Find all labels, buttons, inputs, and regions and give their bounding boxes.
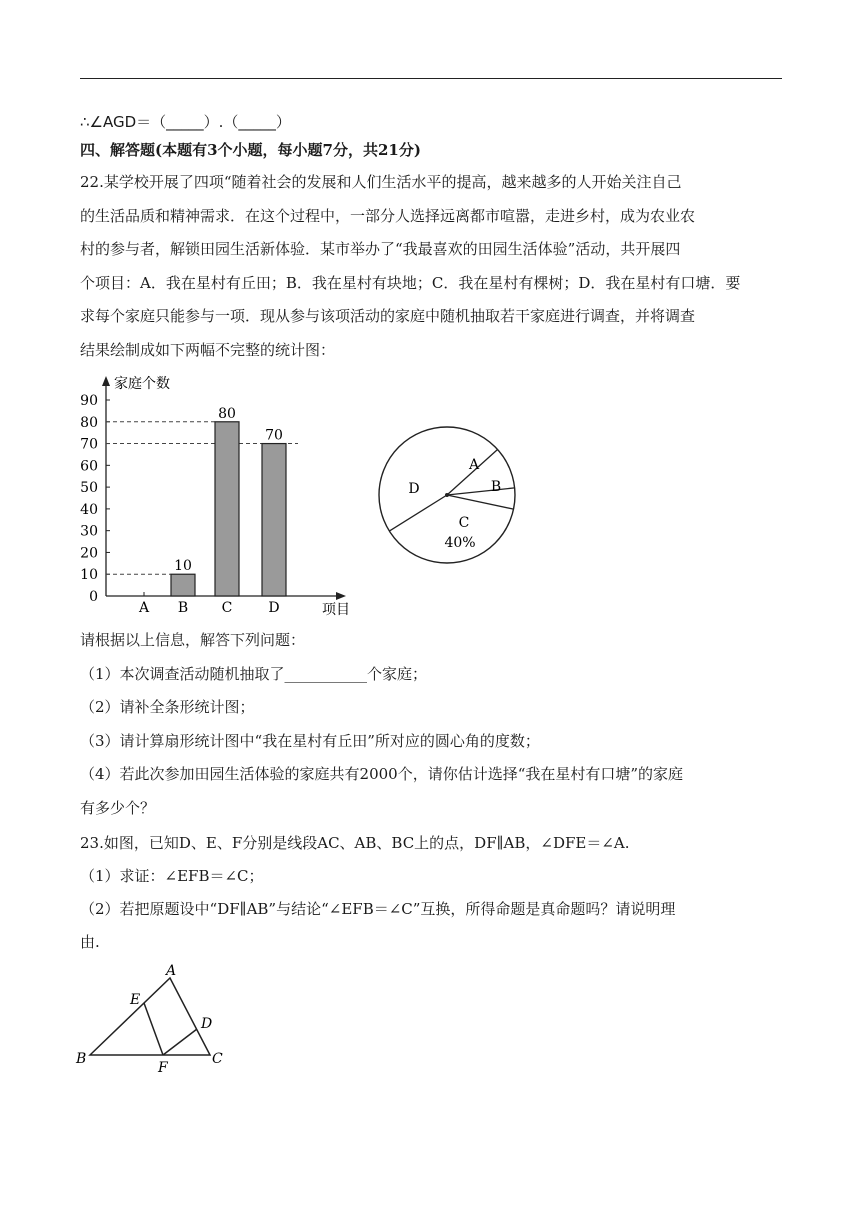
y-tick-label: 60 xyxy=(80,458,98,475)
q23-line-2: （1）求证：∠EFB＝∠C； xyxy=(80,867,264,885)
bar-value-label: 10 xyxy=(174,558,192,575)
label-b: B xyxy=(76,1051,87,1067)
q22-sub-line-4: （3）请计算扇形统计图中“我在星村有丘田”所对应的圆心角的度数； xyxy=(80,731,540,750)
bar-value-label: 70 xyxy=(265,427,283,444)
category-label: A xyxy=(138,600,150,616)
y-tick-label: 20 xyxy=(80,545,98,562)
q23-line-3: （2）若把原题设中“DF∥AB”与结论“∠EFB＝∠C”互换，所得命题是真命题吗？请说明理 xyxy=(80,900,676,918)
pie-label-c: C xyxy=(458,515,470,531)
bar-b xyxy=(171,574,195,596)
triangle-figure xyxy=(70,960,240,1080)
segment-fd xyxy=(163,1029,197,1055)
triangle-abc xyxy=(90,978,213,1055)
q22-line-2: 的生活品质和精神需求．在这个过程中，一部分人选择远离都市喧嚣，走进乡村，成为农业农 xyxy=(80,206,696,225)
answer-line: ∴∠AGD＝（_____）.（_____） xyxy=(80,113,291,131)
q22-line-4: 个项目：A．我在星村有丘田；B．我在星村有块地；C．我在星村有棵树；D．我在星村有口塘．要 xyxy=(80,273,741,292)
bar-value-label: 80 xyxy=(218,405,236,422)
segment-ef xyxy=(144,1003,163,1055)
y-tick-label: 0 xyxy=(89,589,98,605)
pie-center xyxy=(445,493,449,497)
q23-line-1: 23.如图，已知D、E、F分别是线段AC、AB、BC上的点，DF∥AB，∠DFE＝∠A. xyxy=(80,834,630,852)
q23-line-4: 由. xyxy=(80,933,100,951)
q22-line-6: 结果绘制成如下两幅不完整的统计图： xyxy=(80,340,336,359)
q22-sub-line-1: 请根据以上信息，解答下列问题： xyxy=(80,631,306,649)
pie-label-d: D xyxy=(408,481,420,497)
q22-line-3: 村的参与者，解锁田园生活新体验．某市举办了“我最喜欢的田园生活体验”活动，共开展四 xyxy=(80,240,681,258)
label-e: E xyxy=(130,992,141,1008)
header-rule xyxy=(80,78,782,79)
x-axis-label: 项目 xyxy=(322,602,350,618)
y-tick-label: 70 xyxy=(80,436,98,453)
q22-sub-line-3: （2）请补全条形统计图； xyxy=(80,698,255,716)
q22-line-5: 求每个家庭只能参与一项．现从参与该项活动的家庭中随机抽取若干家庭进行调查，并将调查 xyxy=(80,307,696,325)
q22-sub-line-5: （4）若此次参加田园生活体验的家庭共有2000个，请你估计选择“我在星村有口塘”的家庭 xyxy=(80,765,684,783)
pie-label-b: B xyxy=(490,479,502,495)
section-title: 四、解答题(本题有3个小题，每小题7分，共21分) xyxy=(80,141,421,159)
label-d: D xyxy=(201,1016,213,1032)
category-label: C xyxy=(221,600,233,616)
y-tick-label: 90 xyxy=(80,393,98,409)
y-tick-label: 80 xyxy=(80,414,98,431)
y-axis-arrow xyxy=(102,376,110,386)
pie-chart xyxy=(370,405,530,580)
x-axis-arrow xyxy=(336,592,346,600)
category-label: D xyxy=(268,600,280,616)
y-tick-label: 50 xyxy=(80,480,98,497)
y-axis-label: 家庭个数 xyxy=(114,376,170,392)
bar-c xyxy=(215,422,239,596)
bar-chart xyxy=(70,368,360,618)
label-c: C xyxy=(212,1051,223,1067)
y-tick-label: 40 xyxy=(80,501,98,518)
y-tick-label: 10 xyxy=(80,567,98,584)
pie-percent-c: 40% xyxy=(444,535,476,551)
y-tick-label: 30 xyxy=(80,523,98,540)
category-label: B xyxy=(177,600,189,616)
bar-d xyxy=(262,444,286,596)
label-a: A xyxy=(166,963,177,979)
q22-line-1: 22.某学校开展了四项“随着社会的发展和人们生活水平的提高，越来越多的人开始关注自己 xyxy=(80,173,682,191)
q22-sub-line-6: 有多少个？ xyxy=(80,798,156,817)
label-f: F xyxy=(158,1060,168,1076)
pie-label-a: A xyxy=(468,457,480,473)
q22-sub-line-2: （1）本次调查活动随机抽取了___________个家庭； xyxy=(80,664,428,683)
